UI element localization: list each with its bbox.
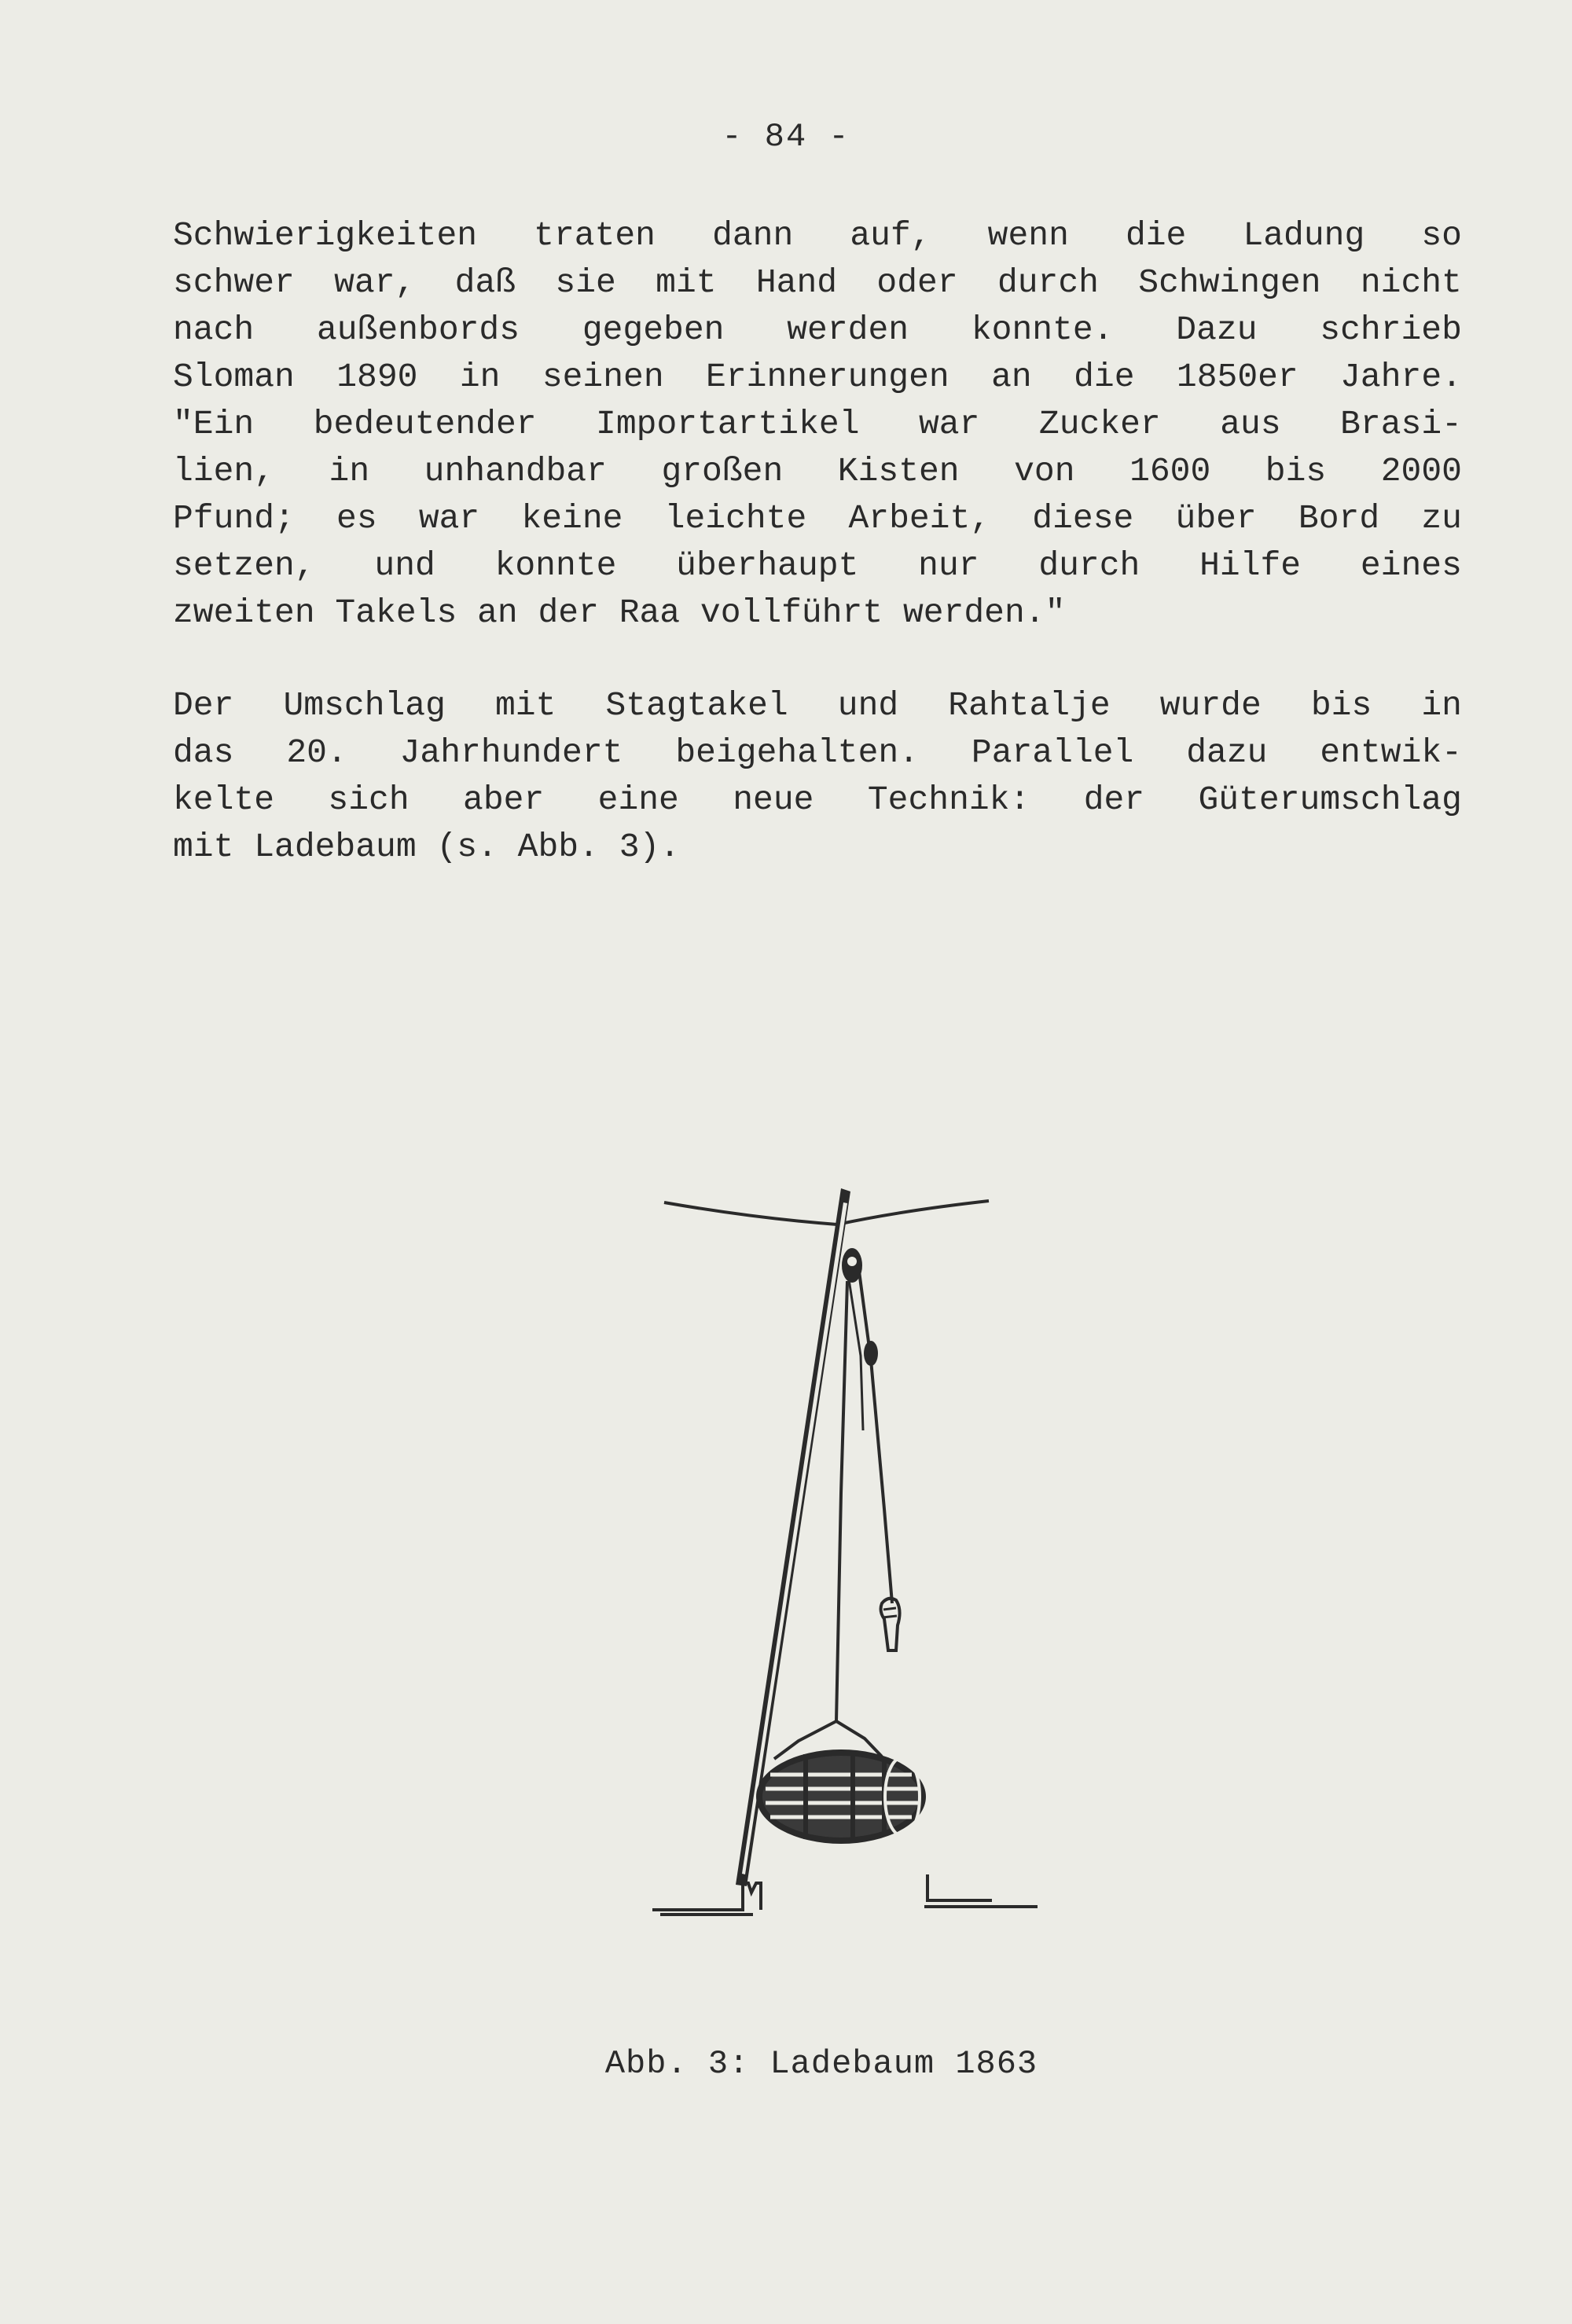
- word: aus: [1220, 405, 1281, 443]
- word: eine: [597, 780, 679, 819]
- barrel: [756, 1749, 926, 1844]
- word: schrieb: [1320, 310, 1462, 349]
- word: über: [1175, 499, 1257, 538]
- word: bis: [1310, 686, 1372, 725]
- word: setzen,: [173, 546, 315, 585]
- word: die: [1074, 358, 1135, 396]
- word: durch: [997, 263, 1099, 302]
- page-number: - 84 -: [722, 118, 850, 156]
- word: mit: [494, 686, 556, 725]
- word: Güterumschlag: [1198, 780, 1462, 819]
- word: 2000: [1380, 452, 1462, 490]
- word: nur: [918, 546, 979, 585]
- word: Bord: [1298, 499, 1380, 538]
- word: Zucker: [1038, 405, 1161, 443]
- word: oder: [876, 263, 958, 302]
- word: Stagtakel: [605, 686, 788, 725]
- word: keine: [521, 499, 623, 538]
- hauling-rope: [858, 1265, 892, 1603]
- word: Technik:: [867, 780, 1030, 819]
- word: 1850er: [1176, 358, 1298, 396]
- paragraph-2: [173, 682, 1462, 871]
- word: von: [1014, 452, 1075, 490]
- word: es: [336, 499, 377, 538]
- word: der: [1083, 780, 1145, 819]
- text-line: [173, 307, 1462, 354]
- word: außenbords: [317, 310, 520, 349]
- deck-base-left: [652, 1883, 761, 1915]
- word: Dazu: [1176, 310, 1258, 349]
- word: schwer: [173, 263, 295, 302]
- word: Kisten: [837, 452, 960, 490]
- word: sie: [555, 263, 616, 302]
- text-line: [173, 448, 1462, 495]
- word: Ladung: [1243, 216, 1365, 255]
- word: und: [837, 686, 899, 725]
- word: entwik-: [1320, 733, 1462, 772]
- word: zu: [1421, 499, 1462, 538]
- text-line: mit Ladebaum (s. Abb. 3).: [173, 828, 681, 866]
- word: werden: [787, 310, 909, 349]
- text-line: [173, 401, 1462, 448]
- word: so: [1421, 216, 1462, 255]
- text-line: [173, 354, 1462, 401]
- word: Umschlag: [283, 686, 446, 725]
- word: aber: [463, 780, 545, 819]
- word: 20.: [286, 733, 347, 772]
- word: Parallel: [971, 733, 1134, 772]
- word: an: [991, 358, 1032, 396]
- word: Pfund;: [173, 499, 295, 538]
- word: kelte: [173, 780, 275, 819]
- word: neue: [733, 780, 814, 819]
- word: dazu: [1186, 733, 1268, 772]
- word: diese: [1032, 499, 1134, 538]
- word: war: [919, 405, 980, 443]
- word: Der: [173, 686, 234, 725]
- word: auf,: [850, 216, 931, 255]
- text-line: [173, 729, 1462, 777]
- word: Jahrhundert: [399, 733, 623, 772]
- text-line: [173, 777, 1462, 824]
- word: beigehalten.: [675, 733, 920, 772]
- word: mit: [656, 263, 717, 302]
- word: nach: [173, 310, 255, 349]
- word: Schwingen: [1138, 263, 1321, 302]
- word: in: [459, 358, 501, 396]
- word: war: [418, 499, 480, 538]
- figure-caption: Abb. 3: Ladebaum 1863: [604, 2045, 1038, 2083]
- word: bedeutender: [313, 405, 537, 443]
- word: "Ein: [173, 405, 255, 443]
- word: sich: [328, 780, 410, 819]
- text-line: [173, 495, 1462, 542]
- stay-rope: [664, 1201, 989, 1224]
- word: konnte: [494, 546, 617, 585]
- word: in: [329, 452, 370, 490]
- word: daß: [454, 263, 516, 302]
- word: überhaupt: [676, 546, 859, 585]
- word: wurde: [1159, 686, 1262, 725]
- word: lien,: [173, 452, 275, 490]
- hand: [881, 1599, 900, 1650]
- word: Hand: [755, 263, 838, 302]
- word: in: [1421, 686, 1462, 725]
- text-line: zweiten Takels an der Raa vollführt werden.": [173, 593, 1066, 632]
- paragraph-1: [173, 212, 1462, 637]
- word: Importartikel: [596, 405, 860, 443]
- word: eines: [1360, 546, 1462, 585]
- word: nicht: [1360, 263, 1462, 302]
- word: seinen: [542, 358, 664, 396]
- word: Jahre.: [1340, 358, 1462, 396]
- word: Erinnerungen: [706, 358, 949, 396]
- word: wenn: [987, 216, 1069, 255]
- word: durch: [1038, 546, 1140, 585]
- text-line: [173, 212, 1462, 259]
- word: die: [1125, 216, 1187, 255]
- text-line: [173, 259, 1462, 307]
- word: Arbeit,: [848, 499, 991, 538]
- word: und: [374, 546, 435, 585]
- deck-base-right: [924, 1874, 1038, 1907]
- ladebaum-illustration: [613, 1100, 1053, 1933]
- word: großen: [661, 452, 784, 490]
- word: Hilfe: [1199, 546, 1302, 585]
- word: Rahtalje: [948, 686, 1111, 725]
- word: Brasi-: [1340, 405, 1462, 443]
- word: gegeben: [582, 310, 725, 349]
- text-line: [173, 542, 1462, 589]
- word: das: [173, 733, 234, 772]
- word: leichte: [664, 499, 807, 538]
- cargo-rope: [836, 1281, 847, 1721]
- word: 1600: [1129, 452, 1211, 490]
- word: Sloman: [173, 358, 295, 396]
- word: war,: [334, 263, 416, 302]
- word: unhandbar: [424, 452, 607, 490]
- text-line: [173, 682, 1462, 729]
- word: traten: [534, 216, 656, 255]
- word: 1890: [336, 358, 418, 396]
- word: konnte.: [971, 310, 1114, 349]
- word: dann: [712, 216, 794, 255]
- word: Schwierigkeiten: [173, 216, 478, 255]
- word: bis: [1265, 452, 1327, 490]
